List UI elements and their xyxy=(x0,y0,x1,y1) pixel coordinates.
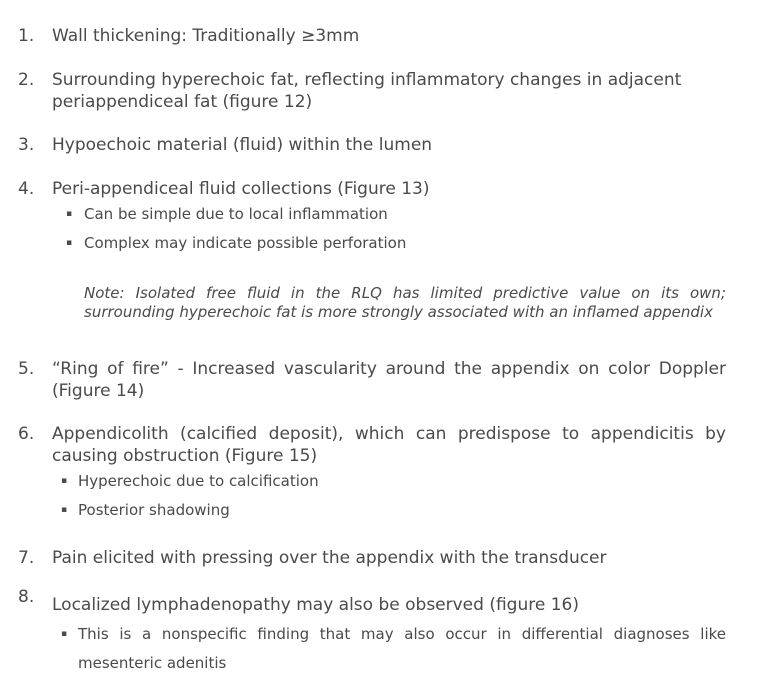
sub-bullet-text: Hyperechoic due to calcification xyxy=(78,472,319,490)
item-text: Pain elicited with pressing over the appendix with the transducer xyxy=(52,548,607,568)
item-text: Surrounding hyperechoic fat, reflecting inflammatory changes in adjacent periappendiceal fat (figure 12) xyxy=(52,70,682,112)
item-text: Appendicolith (calcified deposit), which can predispose to appendicitis by causing obstruction (Figure 15) xyxy=(52,424,726,466)
bullet-icon: ▪ xyxy=(66,238,73,248)
sub-bullet-text: Complex may indicate possible perforation xyxy=(84,234,407,252)
item-text: “Ring of fire” - Increased vascularity around the appendix on color Doppler (Figure 14) xyxy=(52,359,726,401)
bullet-icon: ▪ xyxy=(61,476,68,486)
item-text: Peri-appendiceal fluid collections (Figure 13) xyxy=(52,179,430,199)
item-number: 6. xyxy=(18,424,35,444)
note-text: Note: Isolated free fluid in the RLQ has limited predictive value on its own; surrounding hyperechoic fat is more strongly associated with an inflamed appendix xyxy=(84,284,726,321)
item-number: 8. xyxy=(18,587,35,607)
sub-bullet-text: Posterior shadowing xyxy=(78,501,230,519)
item-number: 7. xyxy=(18,548,35,568)
item-text: Hypoechoic material (fluid) within the lumen xyxy=(52,135,433,155)
item-text: Localized lymphadenopathy may also be observed (figure 16) xyxy=(52,595,579,615)
item-number: 2. xyxy=(18,70,35,90)
item-number: 5. xyxy=(18,359,35,379)
item-number: 4. xyxy=(18,179,35,199)
sub-bullet-text: Can be simple due to local inflammation xyxy=(84,205,388,223)
item-number: 3. xyxy=(18,135,35,155)
bullet-icon: ▪ xyxy=(61,505,68,515)
sub-bullet-text: This is a nonspecific finding that may also occur in differential diagnoses like mesenteric adenitis xyxy=(78,625,726,672)
item-text: Wall thickening: Traditionally ≥3mm xyxy=(52,26,360,46)
bullet-icon: ▪ xyxy=(61,629,68,639)
bullet-icon: ▪ xyxy=(66,209,73,219)
item-number: 1. xyxy=(18,26,35,46)
